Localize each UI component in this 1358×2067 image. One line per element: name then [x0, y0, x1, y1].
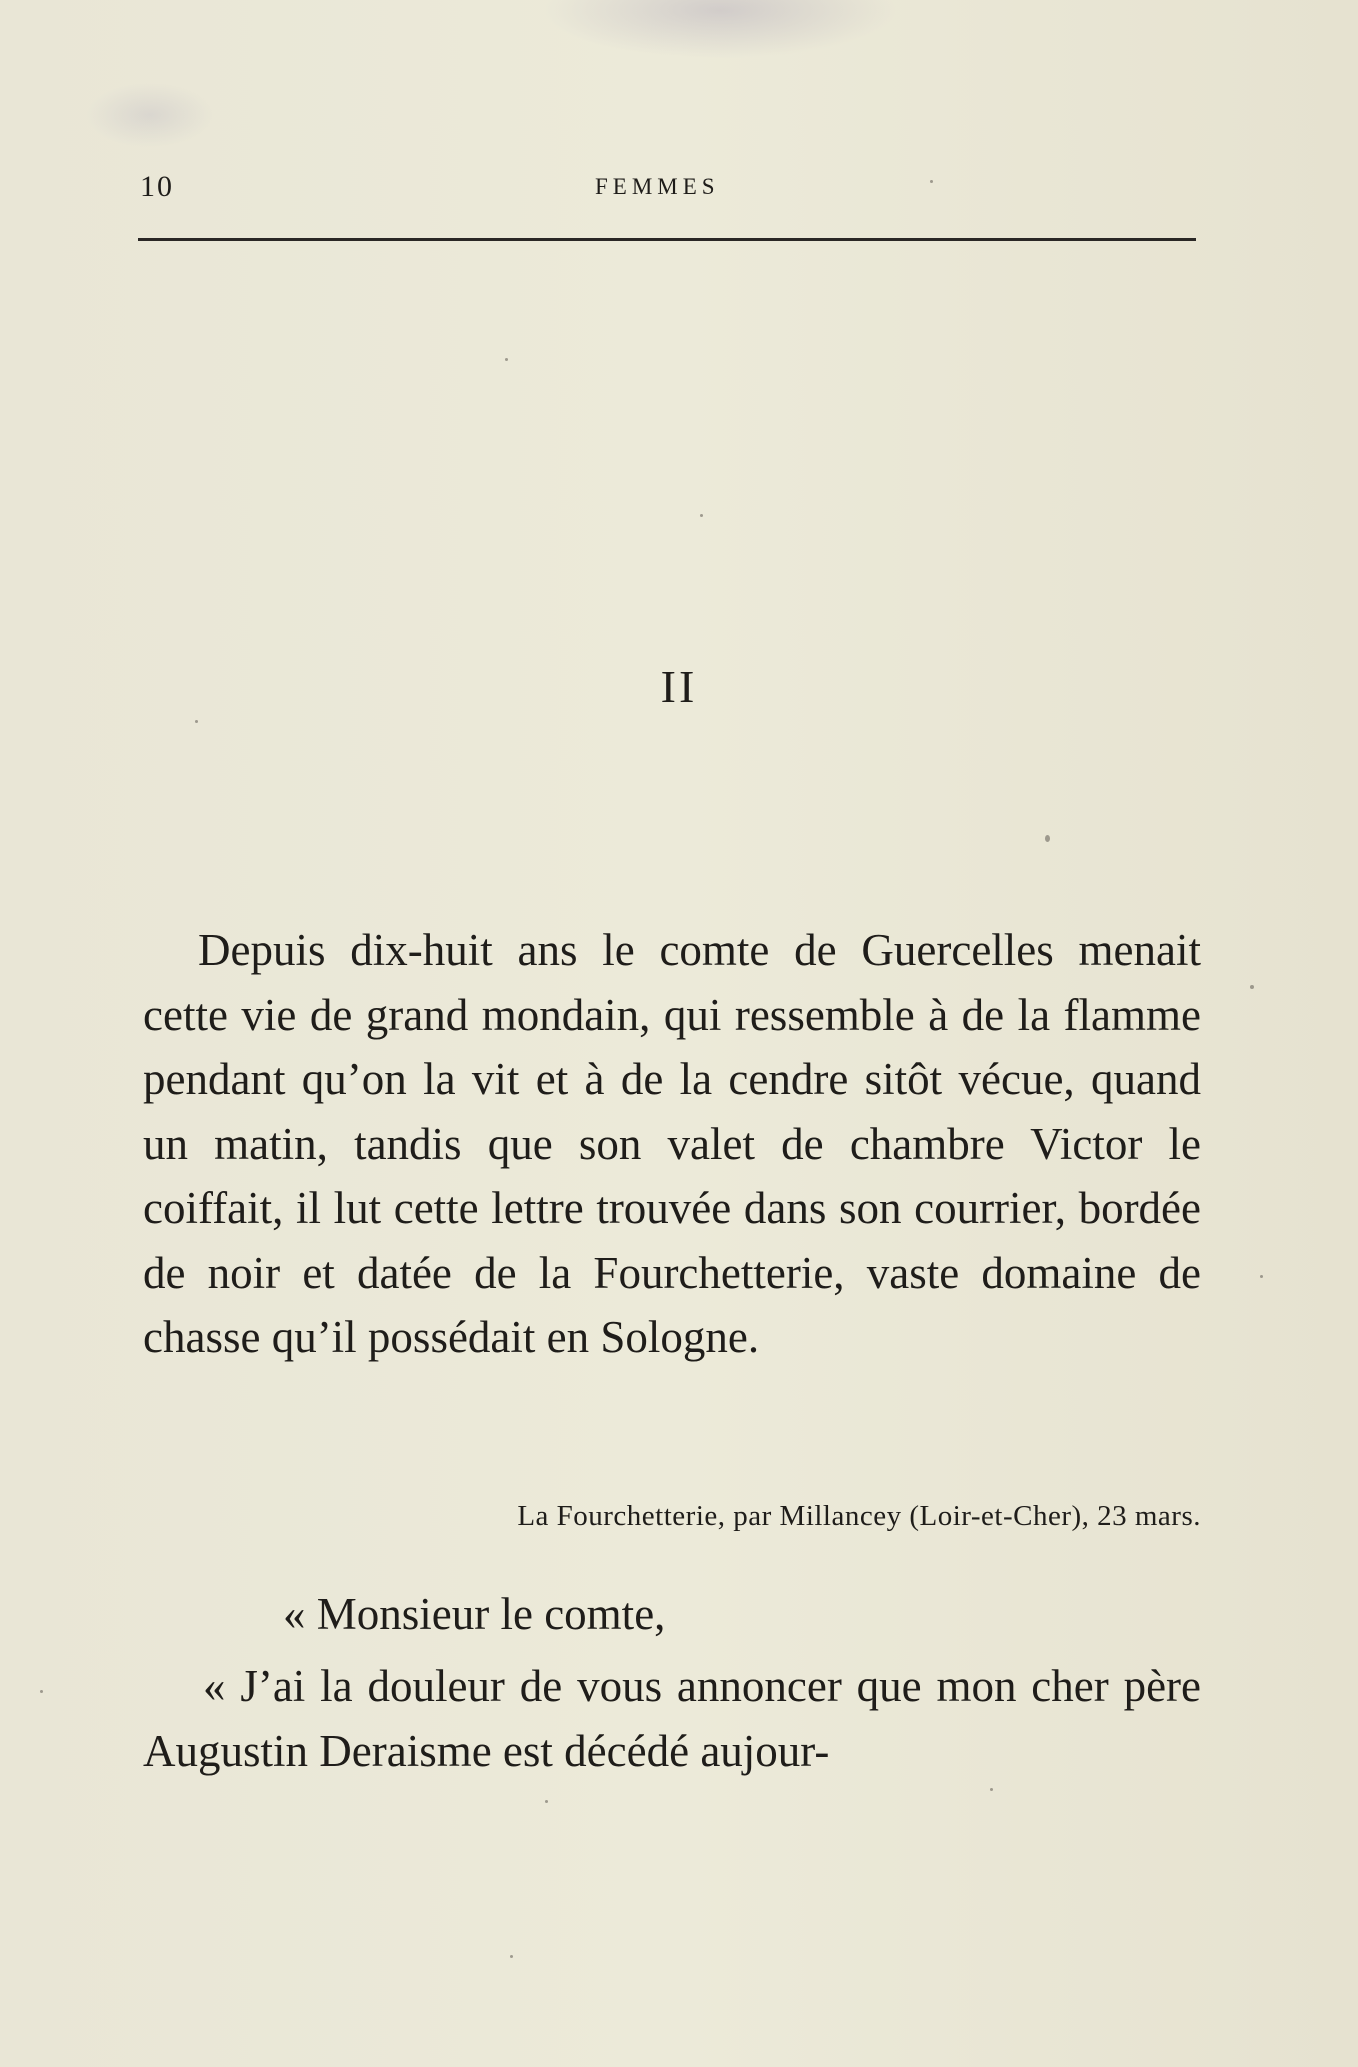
- paper-speck: [700, 514, 703, 517]
- running-head: [140, 170, 1195, 210]
- letter-paragraph: « J’ai la douleur de vous annoncer que mon cher père Augustin Deraisme est décédé aujour-: [143, 1661, 1201, 1776]
- paper-speck: [195, 720, 198, 723]
- header-rule: [138, 238, 1196, 241]
- letter-salutation: « Monsieur le comte,: [283, 1589, 666, 1639]
- paper-speck: [545, 1800, 548, 1803]
- paper-speck: [990, 1788, 993, 1791]
- opening-paragraph: Depuis dix-huit ans le comte de Guercelles menait cette vie de grand mondain, qui ressemble à de la flamme pendant qu’on la vit et à de la cendre sitôt vécue, quand un matin, tandis que son valet de chambre Victor le coiffait, il lut cette lettre trouvée dans son courrier, bordée de noir et datée de la Fourchetterie, vaste domaine de chasse qu’il possédait en Sologne.: [143, 925, 1201, 1362]
- letter-dateline: La Fourchetterie, par Millancey (Loir-et-Cher), 23 mars.: [517, 1500, 1201, 1532]
- paper-speck: [510, 1955, 513, 1958]
- paper-speck: [1045, 835, 1050, 842]
- paper-speck: [1250, 985, 1254, 989]
- paper-speck: [40, 1690, 43, 1693]
- paper-speck: [505, 358, 508, 361]
- page-number: 10: [140, 170, 174, 203]
- chapter-numeral: II: [660, 661, 698, 712]
- paper-speck: [1260, 1275, 1263, 1278]
- running-title: FEMMES: [595, 174, 720, 199]
- paper-speck: [930, 180, 933, 183]
